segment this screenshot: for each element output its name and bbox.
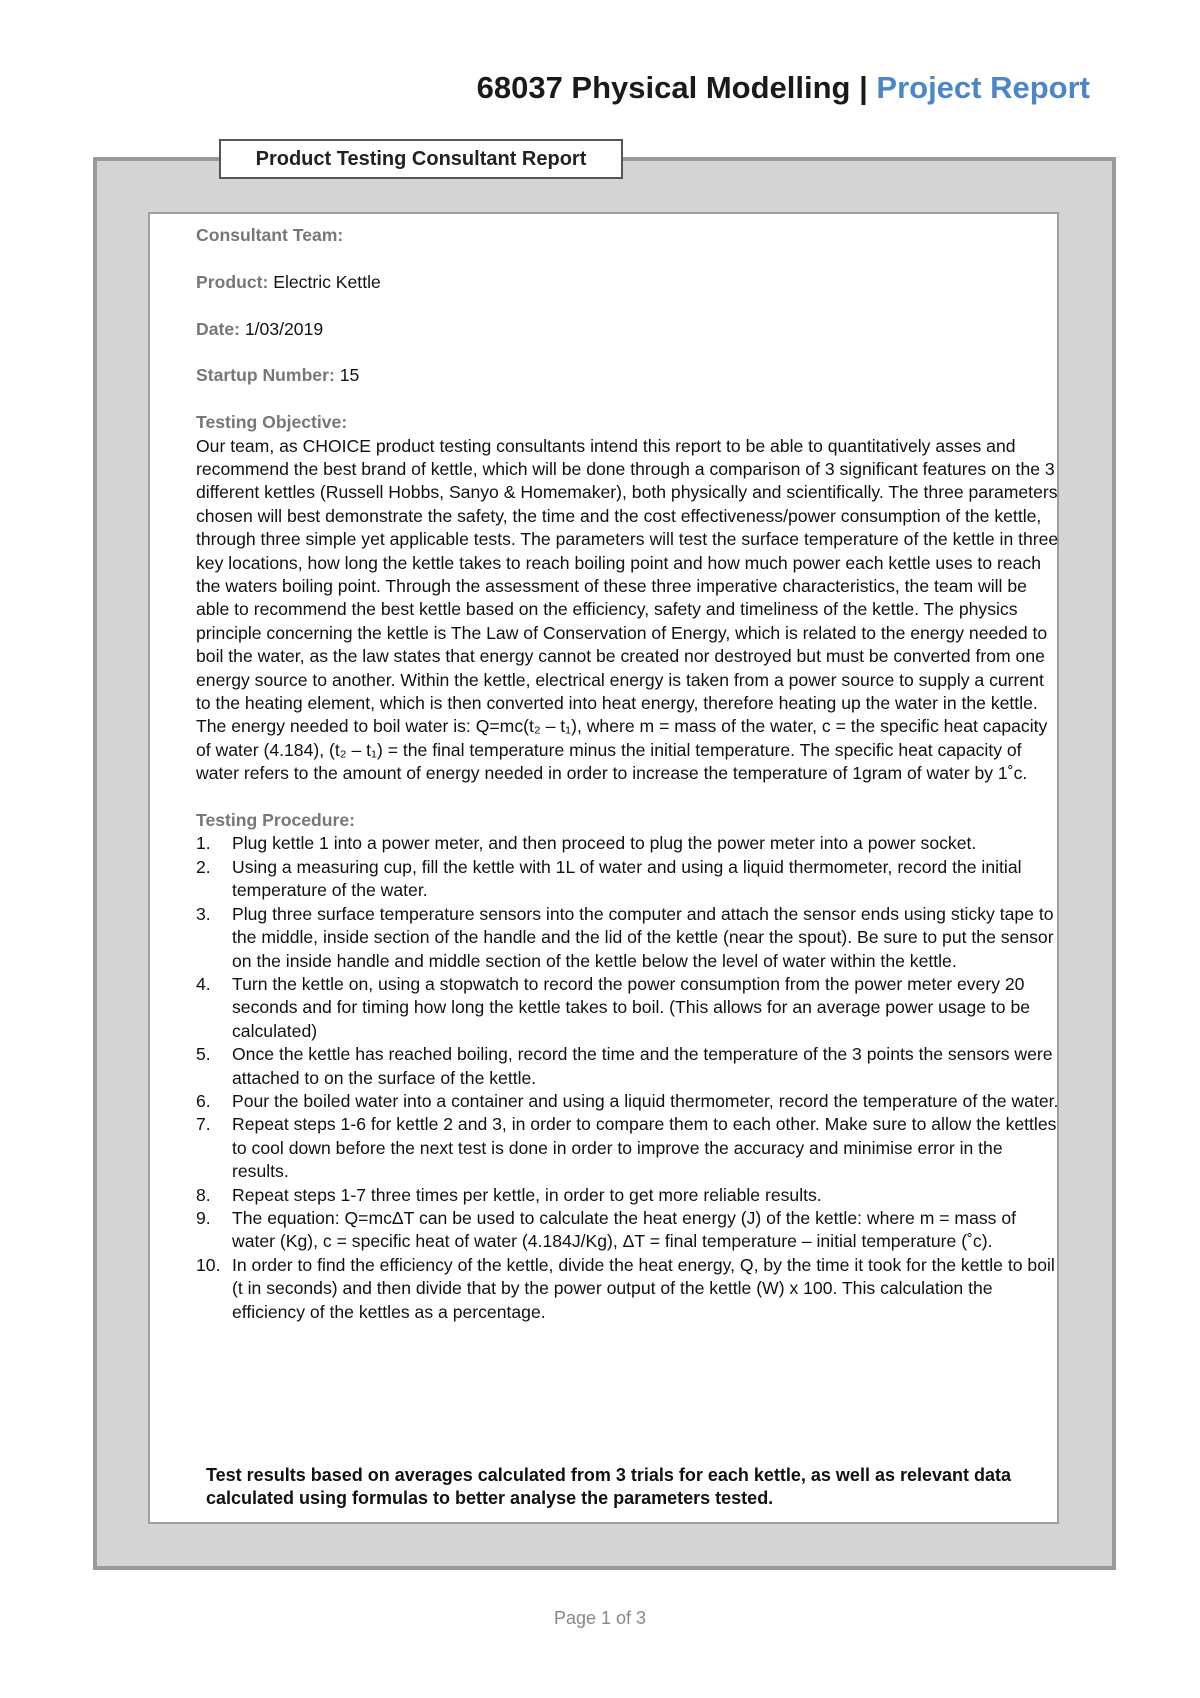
startup-row — [196, 364, 1060, 387]
step-number: 4. — [196, 973, 211, 994]
content-clip — [196, 224, 1060, 1472]
procedure-step — [196, 832, 1060, 855]
results-caption: Test results based on averages calculated from 3 trials for each kettle, as well as relevant data calculated using formulas to better analyse the parameters tested. — [206, 1465, 1012, 1509]
procedure-heading: Testing Procedure: — [196, 810, 356, 831]
step-number: 5. — [196, 1044, 211, 1065]
procedure-step — [196, 1207, 1060, 1254]
step-text: Pour the boiled water into a container and using a liquid thermometer, record the temperature of the water. — [232, 1090, 1059, 1111]
objective-text: Our team, as CHOICE product testing consultants intend this report to be able to quantitatively asses and recommend the best brand of kettle, which will be done through a comparison of 3 significant features on the 3 different kettles (Russell Hobbs, Sanyo & Homemaker), both physically and scientifically. The three parameters chosen will best demonstrate the safety, the time and the cost effectiveness/power consumption of the kettle, through three simple yet applicable tests. The parameters will test the surface temperature of the kettle in three key locations, how long the kettle takes to reach boiling point and how much power each kettle uses to reach the waters boiling point. Through the assessment of these three imperative characteristics, the team will be able to recommend the best kettle based on the efficiency, safety and timeliness of the kettle. The physics principle concerning the kettle is The Law of Conservation of Energy, which is related to the energy needed to boil the water, as the law states that energy cannot be created nor destroyed but must be converted from one energy source to another. Within the kettle, electrical energy is taken from a power source to supply a current to the heating element, which is then converted into heat energy, therefore heating up the water in the kettle. The energy needed to boil water is: Q=mc(t₂ – t₁), where m = mass of the water, c = the specific heat capacity of water (4.184), (t₂ – t₁) = the final temperature minus the initial temperature. The specific heat capacity of water refers to the amount of energy needed in order to increase the temperature of 1gram of water by 1˚c. — [196, 435, 1059, 784]
date-value: 1/03/2019 — [240, 318, 324, 339]
step-text: Using a measuring cup, fill the kettle with 1L of water and using a liquid thermometer, record the initial temperature of the water. — [232, 856, 1022, 901]
page-number: Page 1 of 3 — [553, 1608, 647, 1628]
step-text: Repeat steps 1-7 three times per kettle, in order to get more reliable results. — [232, 1184, 822, 1205]
procedure-step — [196, 1113, 1060, 1183]
procedure-step — [196, 1090, 1060, 1113]
procedure-list — [196, 832, 1060, 1324]
step-number: 8. — [196, 1184, 211, 1205]
procedure-step — [196, 1184, 1060, 1207]
date-row — [196, 318, 1060, 341]
step-text: Plug three surface temperature sensors into the computer and attach the sensor ends using sticky tape to the middle, inside section of the handle and the lid of the kettle (near the spout). Be sure to put the sensor on the inside handle and middle section of the kettle below the level of water within the kettle. — [232, 903, 1054, 971]
step-text: In order to find the efficiency of the kettle, divide the heat energy, Q, by the time it took for the kettle to boil (t in seconds) and then divide that by the power output of the kettle (W) x 100. This calculation the efficiency of the kettles as a percentage. — [232, 1254, 1055, 1322]
date-label: Date: — [196, 318, 240, 339]
step-text: Plug kettle 1 into a power meter, and then proceed to plug the power meter into a power socket. — [232, 833, 977, 854]
procedure-step — [196, 1043, 1060, 1090]
report-box-title: Product Testing Consultant Report — [219, 139, 623, 179]
procedure-step — [196, 1254, 1060, 1324]
step-number: 10. — [196, 1254, 221, 1275]
course-title: 68037 Physical Modelling | — [476, 70, 877, 105]
procedure-step — [196, 903, 1060, 973]
step-number: 9. — [196, 1207, 211, 1228]
step-number: 6. — [196, 1090, 211, 1111]
consultant-team-label: Consultant Team: — [196, 225, 344, 245]
procedure-step — [196, 856, 1060, 903]
consultant-team-row — [196, 224, 1060, 247]
step-text: Once the kettle has reached boiling, record the time and the temperature of the 3 points the sensors were attached to on the surface of the kettle. — [232, 1044, 1053, 1088]
product-row — [196, 271, 1060, 294]
startup-label: Startup Number: — [196, 365, 335, 386]
procedure-step — [196, 973, 1060, 1043]
page-header — [477, 70, 1090, 106]
step-text: The equation: Q=mcΔT can be used to calculate the heat energy (J) of the kettle: where m = mass of water (Kg), c = specific heat of water (4.184J/Kg), ΔT = final temperature – initial temperature (˚c). — [232, 1207, 1017, 1252]
product-label: Product: — [196, 271, 269, 292]
step-number: 2. — [196, 856, 211, 877]
report-body — [196, 224, 1060, 1324]
report-title: Project Report — [876, 70, 1090, 105]
step-text: Repeat steps 1-6 for kettle 2 and 3, in order to compare them to each other. Make sure to allow the kettles to cool down before the next test is done in order to improve the accuracy and minimise error in the results. — [232, 1114, 1057, 1182]
step-number: 1. — [196, 833, 211, 854]
step-number: 3. — [196, 903, 211, 924]
step-text: Turn the kettle on, using a stopwatch to record the power consumption from the power meter every 20 seconds and for timing how long the kettle takes to boil. (This allows for an average power usage to be calculated) — [232, 973, 1031, 1041]
objective-heading: Testing Objective: — [196, 412, 348, 433]
startup-value: 15 — [334, 365, 360, 386]
product-value: Electric Kettle — [268, 271, 381, 292]
step-number: 7. — [196, 1114, 211, 1135]
